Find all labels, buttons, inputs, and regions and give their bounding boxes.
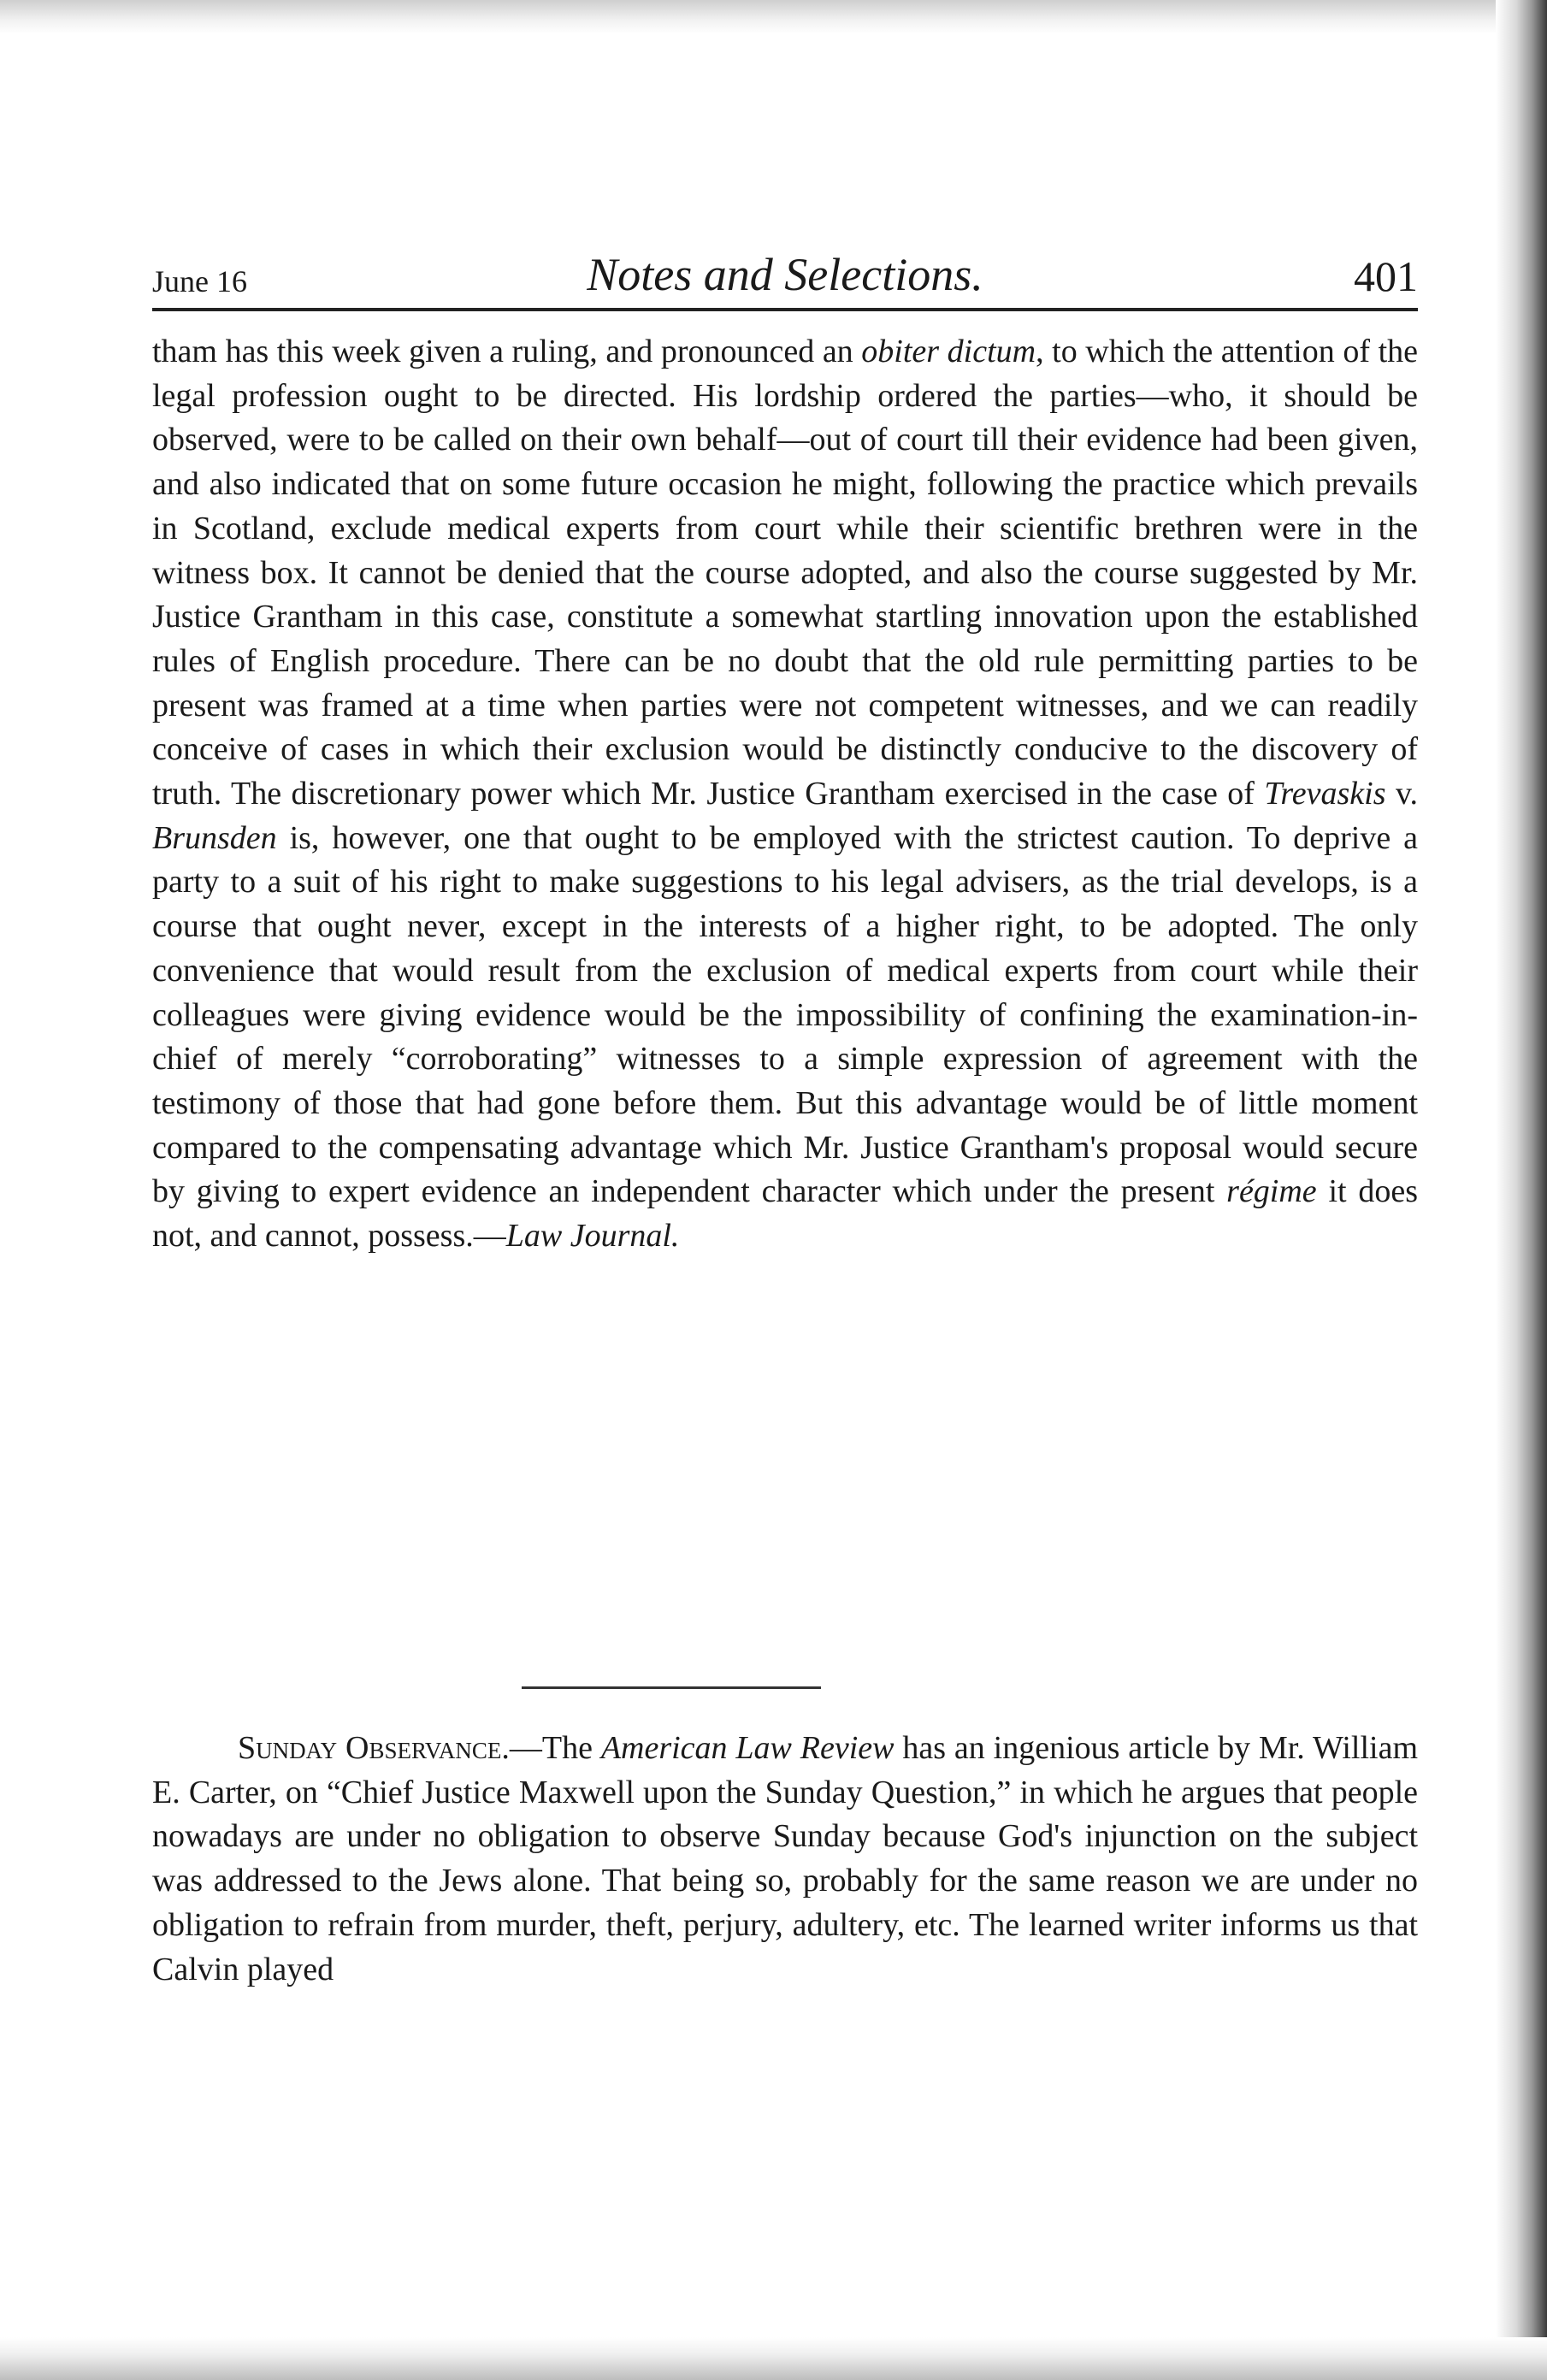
page-number: 401	[1354, 252, 1418, 300]
text-segment: v.	[1385, 776, 1418, 812]
section-separator	[522, 1686, 821, 1689]
text-segment: , to which the attention of the legal profession ought to be directed. His lordship ordered the parties—who, it should be observed, were to be called on their own behalf—out of court till their evidence had been given, and also indicated that on some future occasion he might, following the practice which prevails in Scotland, exclude medical experts from court while their scientific brethren were in the witness box. It cannot be denied that the course adopted, and also the course suggested by Mr. Justice Grantham in this case, constitute a somewhat startling innovation upon the established rules of English procedure. There can be no doubt that the old rule permitting parties to be present was framed at a time when parties were not competent witnesses, and we can readily conceive of cases in which their exclusion would be distinctly conducive to the discovery of truth. The discretionary power which Mr. Justice Grantham exercised in the case of	[152, 334, 1418, 812]
text-segment: —The	[509, 1730, 601, 1766]
header-date: June 16	[152, 264, 247, 298]
header-title: Notes and Selections.	[587, 249, 983, 300]
article-two-paragraph	[152, 1727, 1418, 1992]
article-one	[152, 330, 1418, 1259]
header-rule	[152, 308, 1418, 311]
text-segment: tham has this week given a ruling, and pronounced an	[152, 334, 862, 369]
article-one-paragraph	[152, 330, 1418, 1259]
source-citation-law-journal: Law Journal.	[505, 1218, 680, 1255]
article-two	[152, 1727, 1418, 1992]
scan-top-edge	[0, 0, 1547, 34]
text-segment: has an ingenious article by Mr. William E. Carter, on “Chief Justice Maxwell upon the Sunday Question,” in which he argues that people nowadays are under no obligation to observe Sunday because God's injunction on the subject was addressed to the Jews alone. That being so, probably for the same reason we are under no obligation to refrain from murder, theft, perjury, adultery, etc. The learned writer informs us that Calvin played	[152, 1730, 1418, 1987]
text-segment: it does not, and cannot, possess.—	[152, 1173, 1418, 1255]
italic-term-regime: régime	[1226, 1173, 1317, 1210]
italic-case-party-brunsden: Brunsden	[152, 819, 277, 856]
italic-case-party-trevaskis: Trevaskis	[1264, 776, 1386, 812]
running-header	[152, 245, 1418, 304]
scan-page-edge-shadow	[1496, 0, 1547, 2380]
text-segment: is, however, one that ought to be employed with the strictest caution. To deprive a party to a suit of his right to make suggestions to his legal advisers, as the trial develops, is a course that ought never, except in the interests of a higher right, to be adopted. The only convenience that would result from the exclusion of medical experts from court while their colleagues were giving evidence would be the impossibility of confining the examination-in-chief of merely “corroborating” witnesses to a simple expression of agreement with the testimony of those that had gone before them. But this advantage would be of little moment compared to the compensating advantage which Mr. Justice Grantham's proposal would secure by giving to expert evidence an independent character which under the present	[152, 819, 1418, 1210]
italic-term-obiter-dictum: obiter dictum	[861, 334, 1036, 369]
italic-publication-title: American Law Review	[600, 1730, 895, 1766]
scan-bottom-edge	[0, 2337, 1547, 2380]
article-two-heading: Sunday Observance.	[238, 1730, 510, 1766]
